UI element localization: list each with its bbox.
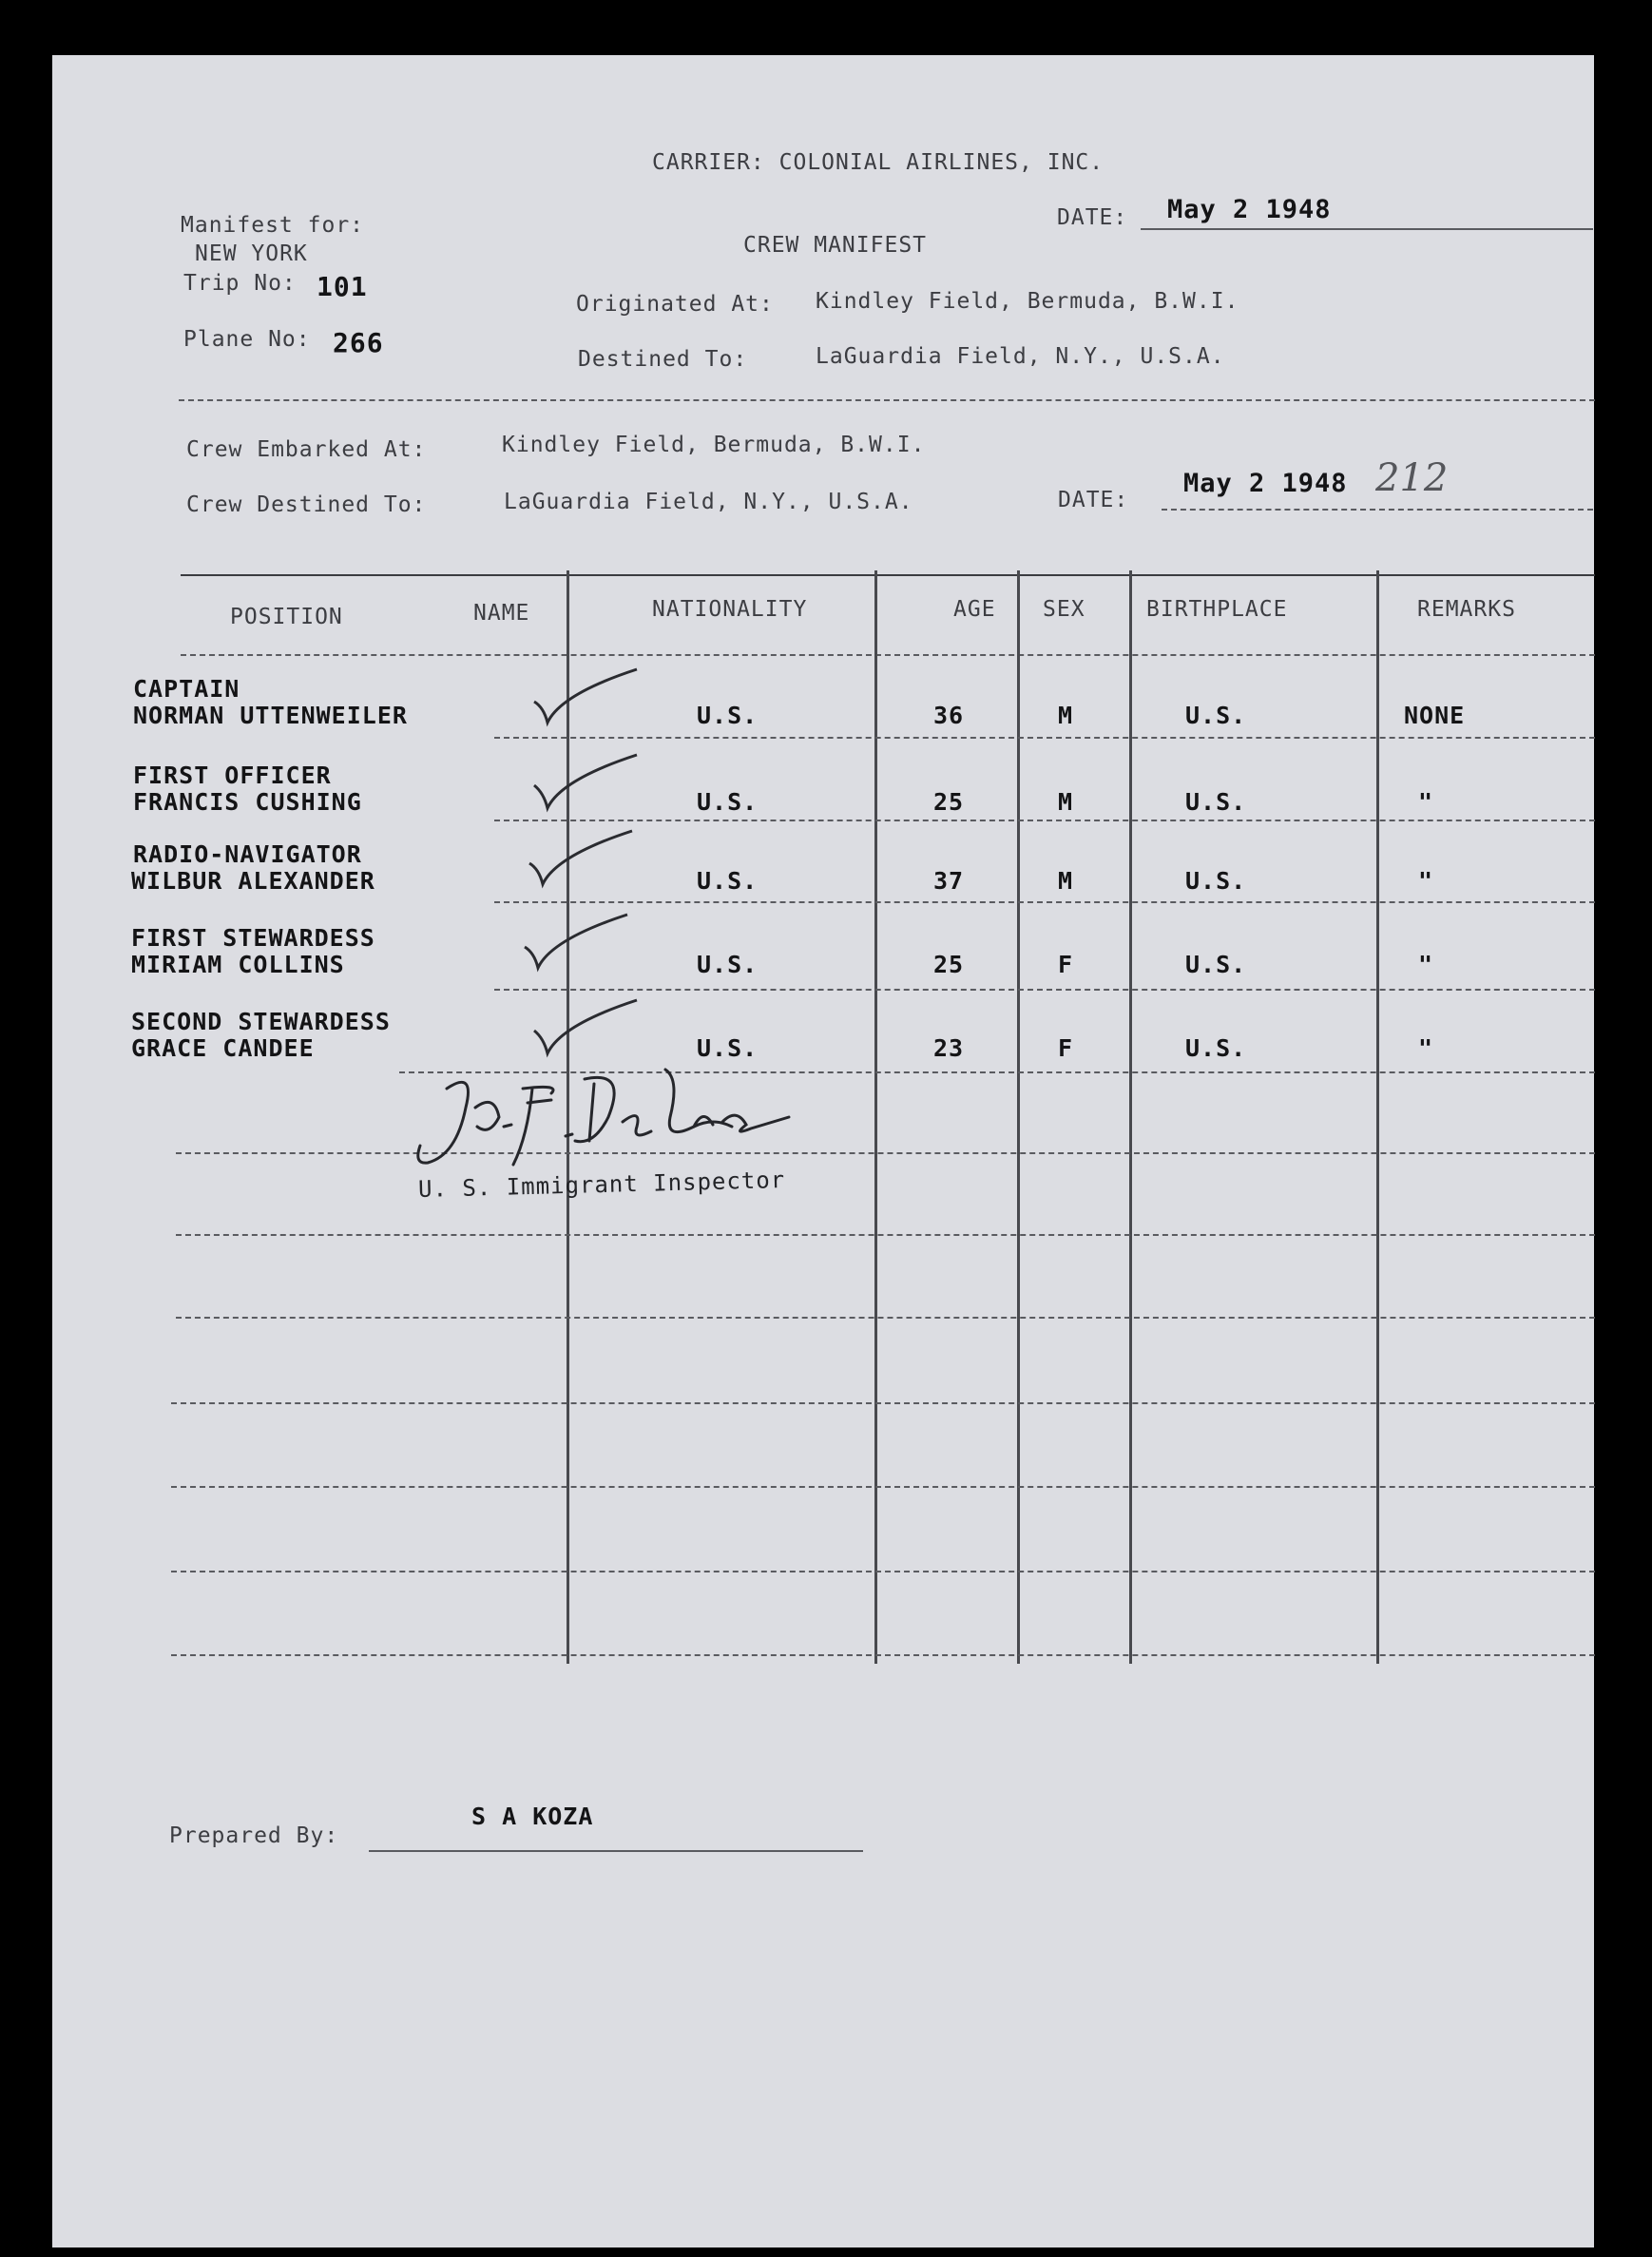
row2-name: FRANCIS CUSHING bbox=[133, 788, 362, 816]
row-line-9 bbox=[171, 1402, 1595, 1404]
col-line-5 bbox=[1376, 570, 1379, 1664]
row4-remarks: " bbox=[1418, 951, 1434, 978]
row-line-10 bbox=[171, 1486, 1595, 1488]
row3-sex: M bbox=[1058, 867, 1074, 895]
destined-value: LaGuardia Field, N.Y., U.S.A. bbox=[816, 344, 1225, 369]
col-line-3 bbox=[1017, 570, 1020, 1664]
manifest-for-value: NEW YORK bbox=[195, 241, 308, 266]
row3-nationality: U.S. bbox=[697, 867, 759, 895]
trip-value: 101 bbox=[317, 271, 368, 302]
row-line-2 bbox=[494, 820, 1595, 821]
crew-destined-value: LaGuardia Field, N.Y., U.S.A. bbox=[504, 490, 913, 514]
check-mark-icon bbox=[532, 751, 646, 818]
check-mark-icon bbox=[523, 911, 637, 977]
row5-remarks: " bbox=[1418, 1034, 1434, 1062]
row1-age: 36 bbox=[933, 702, 965, 729]
date2-label: DATE: bbox=[1058, 488, 1129, 512]
handwritten-number: 212 bbox=[1375, 456, 1449, 500]
row-line-4 bbox=[494, 989, 1595, 991]
originated-value: Kindley Field, Bermuda, B.W.I. bbox=[816, 289, 1239, 314]
row-line-1 bbox=[494, 737, 1595, 739]
table-top-line bbox=[181, 574, 1595, 576]
col-header-position: POSITION bbox=[230, 605, 343, 629]
row3-age: 37 bbox=[933, 867, 965, 895]
row3-position: RADIO-NAVIGATOR bbox=[133, 840, 362, 868]
row5-nationality: U.S. bbox=[697, 1034, 759, 1062]
row3-remarks: " bbox=[1418, 867, 1434, 895]
row3-birthplace: U.S. bbox=[1185, 867, 1247, 895]
col-header-name: NAME bbox=[473, 601, 530, 626]
row4-name: MIRIAM COLLINS bbox=[131, 951, 345, 978]
col-header-age: AGE bbox=[953, 597, 996, 622]
row2-age: 25 bbox=[933, 788, 965, 816]
crew-destined-label: Crew Destined To: bbox=[186, 492, 427, 517]
row1-remarks: NONE bbox=[1404, 702, 1466, 729]
date2-value: May 2 1948 bbox=[1183, 469, 1348, 498]
row-line-3 bbox=[494, 901, 1595, 903]
row-line-6 bbox=[176, 1152, 1595, 1154]
row2-position: FIRST OFFICER bbox=[133, 762, 332, 789]
row1-nationality: U.S. bbox=[697, 702, 759, 729]
prepared-underline bbox=[369, 1850, 863, 1852]
row5-age: 23 bbox=[933, 1034, 965, 1062]
row5-birthplace: U.S. bbox=[1185, 1034, 1247, 1062]
header-divider bbox=[179, 399, 1595, 401]
row4-position: FIRST STEWARDESS bbox=[131, 924, 375, 952]
row3-name: WILBUR ALEXANDER bbox=[131, 867, 375, 895]
row5-position: SECOND STEWARDESS bbox=[131, 1008, 391, 1035]
trip-label: Trip No: bbox=[183, 271, 297, 296]
row-line-7 bbox=[176, 1234, 1595, 1236]
row-line-11 bbox=[171, 1571, 1595, 1572]
check-mark-icon bbox=[528, 827, 642, 894]
manifest-sheet bbox=[52, 55, 1594, 2247]
plane-value: 266 bbox=[333, 327, 384, 358]
row-line-12 bbox=[171, 1654, 1595, 1656]
crew-embarked-label: Crew Embarked At: bbox=[186, 437, 427, 462]
row1-position: CAPTAIN bbox=[133, 675, 240, 703]
row4-birthplace: U.S. bbox=[1185, 951, 1247, 978]
col-line-2 bbox=[874, 570, 877, 1664]
col-header-birthplace: BIRTHPLACE bbox=[1146, 597, 1288, 622]
date-value: May 2 1948 bbox=[1167, 195, 1332, 224]
date2-underline bbox=[1162, 509, 1593, 511]
row5-sex: F bbox=[1058, 1034, 1074, 1062]
row5-name: GRACE CANDEE bbox=[131, 1034, 315, 1062]
document-title: CREW MANIFEST bbox=[743, 233, 928, 258]
row1-sex: M bbox=[1058, 702, 1074, 729]
row4-age: 25 bbox=[933, 951, 965, 978]
carrier-line: CARRIER: COLONIAL AIRLINES, INC. bbox=[652, 150, 1105, 175]
row1-birthplace: U.S. bbox=[1185, 702, 1247, 729]
row2-remarks: " bbox=[1418, 788, 1434, 816]
row2-sex: M bbox=[1058, 788, 1074, 816]
row2-nationality: U.S. bbox=[697, 788, 759, 816]
col-header-sex: SEX bbox=[1043, 597, 1085, 622]
manifest-for-label: Manifest for: bbox=[181, 213, 365, 238]
date-label: DATE: bbox=[1057, 205, 1128, 230]
row2-birthplace: U.S. bbox=[1185, 788, 1247, 816]
row1-name: NORMAN UTTENWEILER bbox=[133, 702, 408, 729]
col-line-4 bbox=[1129, 570, 1132, 1664]
plane-label: Plane No: bbox=[183, 327, 311, 352]
prepared-value: S A KOZA bbox=[471, 1803, 594, 1830]
col-header-nationality: NATIONALITY bbox=[652, 597, 808, 622]
header-bottom-line bbox=[181, 654, 1595, 656]
inspector-label: U. S. Immigrant Inspector bbox=[417, 1166, 786, 1204]
date-underline bbox=[1141, 228, 1593, 230]
row4-sex: F bbox=[1058, 951, 1074, 978]
prepared-label: Prepared By: bbox=[169, 1823, 339, 1848]
destined-label: Destined To: bbox=[578, 347, 748, 372]
row4-nationality: U.S. bbox=[697, 951, 759, 978]
originated-label: Originated At: bbox=[576, 292, 774, 317]
row-line-8 bbox=[176, 1317, 1595, 1319]
col-header-remarks: REMARKS bbox=[1417, 597, 1516, 622]
check-mark-icon bbox=[532, 666, 646, 732]
crew-embarked-value: Kindley Field, Bermuda, B.W.I. bbox=[502, 433, 926, 457]
